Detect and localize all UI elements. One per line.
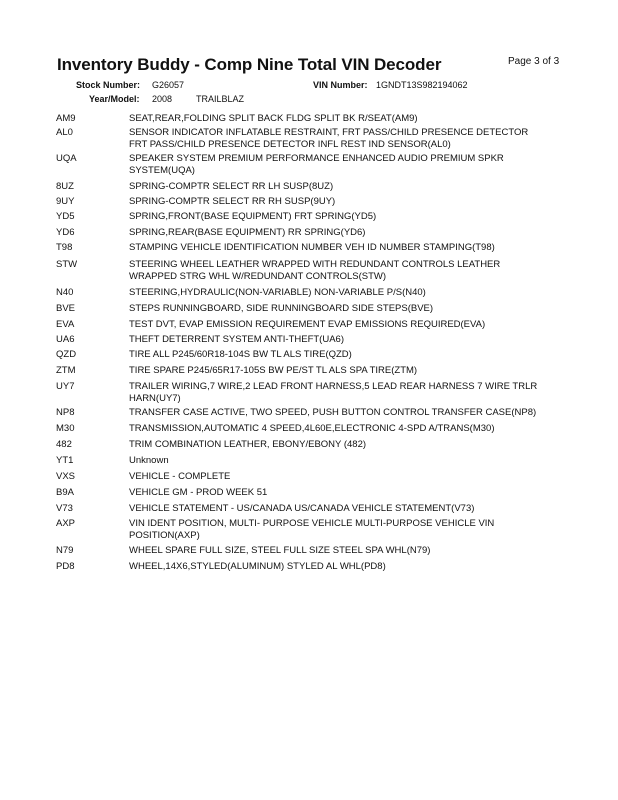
option-code: UQA bbox=[56, 153, 77, 164]
option-description: VIN IDENT POSITION, MULTI- PURPOSE VEHICLE MULTI-PURPOSE VEHICLE VIN POSITION(AXP) bbox=[129, 518, 495, 541]
option-code: 8UZ bbox=[56, 181, 74, 192]
vin-number-value: 1GNDT13S982194062 bbox=[376, 80, 468, 90]
year-value: 2008 bbox=[152, 94, 173, 104]
option-description: SPEAKER SYSTEM PREMIUM PERFORMANCE ENHANCED AUDIO PREMIUM SPKR SYSTEM(UQA) bbox=[129, 153, 504, 176]
option-code: 482 bbox=[56, 439, 72, 450]
option-code: STW bbox=[56, 259, 78, 270]
option-code: V73 bbox=[56, 503, 73, 514]
option-description: STEERING,HYDRAULIC(NON-VARIABLE) NON-VARIABLE P/S(N40) bbox=[129, 287, 426, 298]
option-code: QZD bbox=[56, 349, 77, 360]
model-value: TRAILBLAZ bbox=[196, 94, 245, 104]
option-code: NP8 bbox=[56, 407, 75, 418]
option-code: AL0 bbox=[56, 127, 73, 138]
option-code: YT1 bbox=[56, 455, 74, 466]
option-code: N40 bbox=[56, 287, 74, 298]
option-description: SENSOR INDICATOR INFLATABLE RESTRAINT, FRT PASS/CHILD PRESENCE DETECTOR FRT PASS/CHILD PRESENCE DETECTOR INFL REST IND SENSOR(AL0) bbox=[129, 127, 529, 150]
option-description: THEFT DETERRENT SYSTEM ANTI-THEFT(UA6) bbox=[129, 334, 344, 345]
option-code: PD8 bbox=[56, 561, 75, 572]
option-code: N79 bbox=[56, 545, 74, 556]
option-code: ZTM bbox=[56, 365, 76, 376]
option-code: AXP bbox=[56, 518, 76, 529]
option-description: WHEEL SPARE FULL SIZE, STEEL FULL SIZE STEEL SPA WHL(N79) bbox=[129, 545, 431, 556]
option-code: YD6 bbox=[56, 227, 75, 238]
option-description: SPRING-COMPTR SELECT RR LH SUSP(8UZ) bbox=[129, 181, 334, 192]
stock-number-label: Stock Number: bbox=[76, 80, 141, 90]
option-description: SEAT,REAR,FOLDING SPLIT BACK FLDG SPLIT BK R/SEAT(AM9) bbox=[129, 113, 418, 124]
option-code: M30 bbox=[56, 423, 75, 434]
option-code: 9UY bbox=[56, 196, 75, 207]
option-description: WHEEL,14X6,STYLED(ALUMINUM) STYLED AL WHL(PD8) bbox=[129, 561, 386, 572]
option-code: AM9 bbox=[56, 113, 76, 124]
option-description: SPRING,FRONT(BASE EQUIPMENT) FRT SPRING(YD5) bbox=[129, 211, 377, 222]
option-description: SPRING,REAR(BASE EQUIPMENT) RR SPRING(YD6) bbox=[129, 227, 366, 238]
option-description: TRIM COMBINATION LEATHER, EBONY/EBONY (482) bbox=[129, 439, 367, 450]
option-code: UA6 bbox=[56, 334, 75, 345]
option-description: SPRING-COMPTR SELECT RR RH SUSP(9UY) bbox=[129, 196, 336, 207]
option-description: VEHICLE GM - PROD WEEK 51 bbox=[129, 487, 268, 498]
option-code: YD5 bbox=[56, 211, 75, 222]
page-title: Inventory Buddy - Comp Nine Total VIN Decoder bbox=[57, 55, 442, 74]
vin-number-label: VIN Number: bbox=[313, 80, 368, 90]
option-code: B9A bbox=[56, 487, 74, 498]
option-description: TRANSFER CASE ACTIVE, TWO SPEED, PUSH BUTTON CONTROL TRANSFER CASE(NP8) bbox=[129, 407, 537, 418]
page-number: Page 3 of 3 bbox=[508, 56, 560, 67]
option-description: TRAILER WIRING,7 WIRE,2 LEAD FRONT HARNESS,5 LEAD REAR HARNESS 7 WIRE TRLR HARN(UY7) bbox=[129, 381, 538, 404]
option-description: STEPS RUNNINGBOARD, SIDE RUNNINGBOARD SIDE STEPS(BVE) bbox=[129, 303, 434, 314]
option-description: STEERING WHEEL LEATHER WRAPPED WITH REDUNDANT CONTROLS LEATHER WRAPPED STRG WHL W/REDUNDANT CONTROLS(STW) bbox=[129, 259, 501, 282]
option-code: BVE bbox=[56, 303, 76, 314]
option-description: VEHICLE - COMPLETE bbox=[129, 471, 231, 482]
option-code: UY7 bbox=[56, 381, 75, 392]
option-description: VEHICLE STATEMENT - US/CANADA US/CANADA VEHICLE STATEMENT(V73) bbox=[129, 503, 475, 514]
option-description: Unknown bbox=[129, 455, 169, 466]
option-description: TEST DVT, EVAP EMISSION REQUIREMENT EVAP EMISSIONS REQUIRED(EVA) bbox=[129, 319, 486, 330]
year-model-label: Year/Model: bbox=[89, 94, 140, 104]
stock-number-value: G26057 bbox=[152, 80, 185, 90]
option-code: T98 bbox=[56, 242, 73, 253]
option-description: TRANSMISSION,AUTOMATIC 4 SPEED,4L60E,ELECTRONIC 4-SPD A/TRANS(M30) bbox=[129, 423, 495, 434]
option-code: VXS bbox=[56, 471, 76, 482]
option-code: EVA bbox=[56, 319, 75, 330]
option-description: TIRE ALL P245/60R18-104S BW TL ALS TIRE(QZD) bbox=[129, 349, 352, 360]
option-description: TIRE SPARE P245/65R17-105S BW PE/ST TL ALS SPA TIRE(ZTM) bbox=[129, 365, 418, 376]
option-description: STAMPING VEHICLE IDENTIFICATION NUMBER VEH ID NUMBER STAMPING(T98) bbox=[129, 242, 495, 253]
